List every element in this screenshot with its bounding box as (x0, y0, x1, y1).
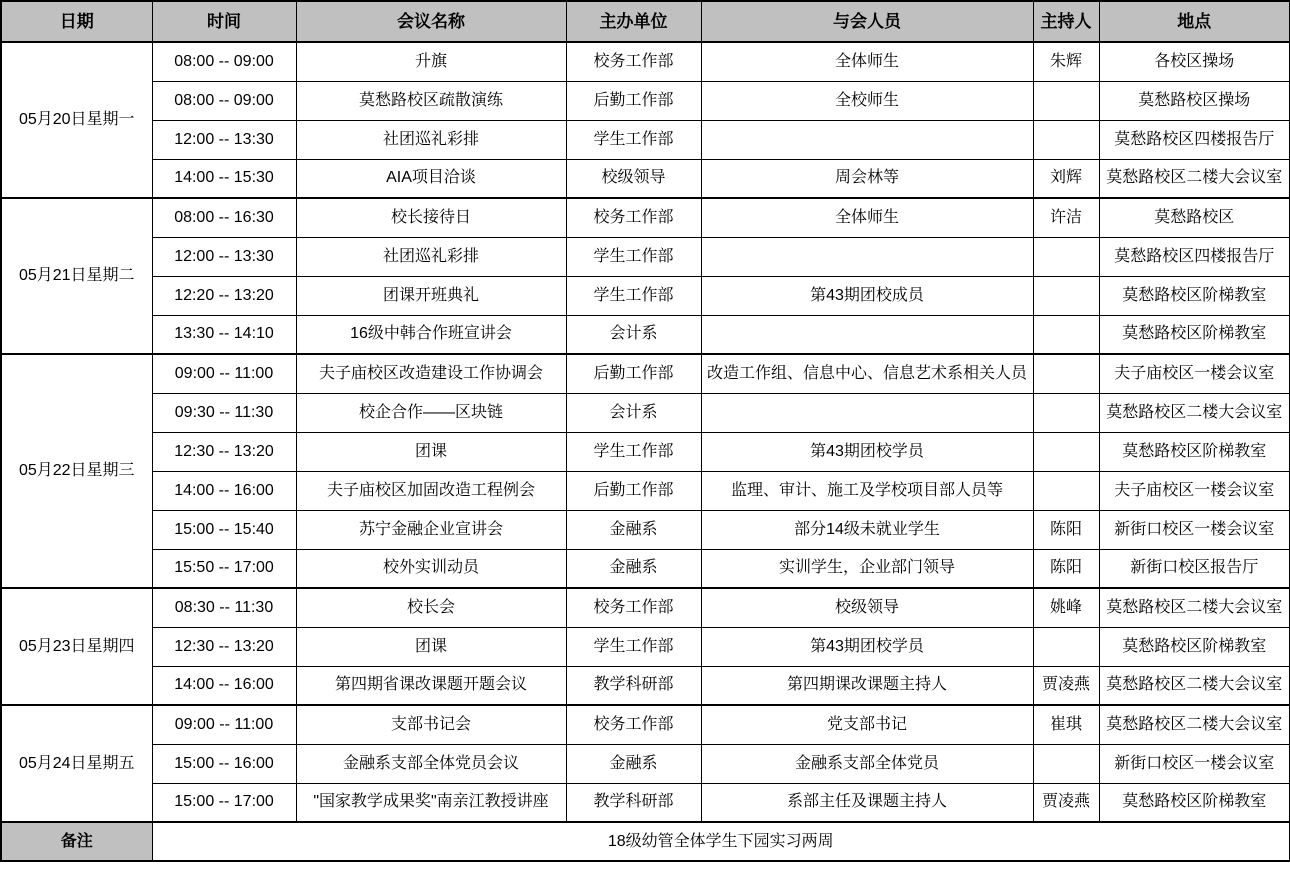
time-cell: 09:00 -- 11:00 (152, 705, 296, 744)
host-unit-cell: 后勤工作部 (566, 471, 701, 510)
attendees-cell: 第43期团校成员 (701, 276, 1033, 315)
date-cell: 05月20日星期一 (1, 42, 152, 198)
name-cell: 夫子庙校区加固改造工程例会 (296, 471, 566, 510)
schedule-row (1, 783, 1290, 822)
location-cell: 莫愁路校区四楼报告厅 (1099, 120, 1290, 159)
name-cell: 支部书记会 (296, 705, 566, 744)
attendees-cell: 校级领导 (701, 588, 1033, 627)
name-cell: 校外实训动员 (296, 549, 566, 588)
column-header-5: 主持人 (1033, 1, 1099, 42)
time-cell: 14:00 -- 16:00 (152, 666, 296, 705)
location-cell: 莫愁路校区阶梯教室 (1099, 315, 1290, 354)
location-cell: 莫愁路校区二楼大会议室 (1099, 393, 1290, 432)
schedule-row (1, 744, 1290, 783)
schedule-body (1, 42, 1290, 861)
location-cell: 夫子庙校区一楼会议室 (1099, 471, 1290, 510)
moderator-cell: 陈阳 (1033, 549, 1099, 588)
time-cell: 12:00 -- 13:30 (152, 237, 296, 276)
name-cell: 校长会 (296, 588, 566, 627)
attendees-cell: 金融系支部全体党员 (701, 744, 1033, 783)
moderator-cell: 贾凌燕 (1033, 783, 1099, 822)
attendees-cell: 实训学生，企业部门领导 (701, 549, 1033, 588)
host-unit-cell: 后勤工作部 (566, 354, 701, 393)
moderator-cell (1033, 120, 1099, 159)
moderator-cell (1033, 432, 1099, 471)
attendees-cell: 全体师生 (701, 42, 1033, 81)
name-cell: 团课开班典礼 (296, 276, 566, 315)
name-cell: "国家教学成果奖"南亲江教授讲座 (296, 783, 566, 822)
schedule-row (1, 549, 1290, 588)
time-cell: 12:20 -- 13:20 (152, 276, 296, 315)
attendees-cell: 第43期团校学员 (701, 432, 1033, 471)
attendees-cell (701, 237, 1033, 276)
location-cell: 莫愁路校区阶梯教室 (1099, 783, 1290, 822)
name-cell: 校长接待日 (296, 198, 566, 237)
moderator-cell (1033, 276, 1099, 315)
host-unit-cell: 金融系 (566, 549, 701, 588)
schedule-row (1, 237, 1290, 276)
moderator-cell: 贾凌燕 (1033, 666, 1099, 705)
column-header-4: 与会人员 (701, 1, 1033, 42)
host-unit-cell: 校务工作部 (566, 198, 701, 237)
time-cell: 15:00 -- 15:40 (152, 510, 296, 549)
host-unit-cell: 学生工作部 (566, 432, 701, 471)
host-unit-cell: 会计系 (566, 393, 701, 432)
remark-label: 备注 (1, 822, 152, 861)
moderator-cell (1033, 393, 1099, 432)
location-cell: 莫愁路校区二楼大会议室 (1099, 159, 1290, 198)
attendees-cell: 系部主任及课题主持人 (701, 783, 1033, 822)
schedule-row (1, 393, 1290, 432)
name-cell: 升旗 (296, 42, 566, 81)
schedule-row (1, 42, 1290, 81)
location-cell: 各校区操场 (1099, 42, 1290, 81)
location-cell: 莫愁路校区阶梯教室 (1099, 432, 1290, 471)
attendees-cell (701, 393, 1033, 432)
moderator-cell: 姚峰 (1033, 588, 1099, 627)
name-cell: 第四期省课改课题开题会议 (296, 666, 566, 705)
moderator-cell: 刘辉 (1033, 159, 1099, 198)
moderator-cell: 许洁 (1033, 198, 1099, 237)
location-cell: 新街口校区一楼会议室 (1099, 510, 1290, 549)
time-cell: 14:00 -- 16:00 (152, 471, 296, 510)
host-unit-cell: 教学科研部 (566, 783, 701, 822)
host-unit-cell: 会计系 (566, 315, 701, 354)
moderator-cell: 陈阳 (1033, 510, 1099, 549)
location-cell: 夫子庙校区一楼会议室 (1099, 354, 1290, 393)
schedule-row (1, 315, 1290, 354)
schedule-row (1, 120, 1290, 159)
column-header-1: 时间 (152, 1, 296, 42)
moderator-cell (1033, 315, 1099, 354)
location-cell: 莫愁路校区四楼报告厅 (1099, 237, 1290, 276)
schedule-row (1, 588, 1290, 627)
time-cell: 08:00 -- 16:30 (152, 198, 296, 237)
time-cell: 12:00 -- 13:30 (152, 120, 296, 159)
schedule-row (1, 705, 1290, 744)
time-cell: 12:30 -- 13:20 (152, 432, 296, 471)
location-cell: 新街口校区报告厅 (1099, 549, 1290, 588)
attendees-cell: 改造工作组、信息中心、信息艺术系相关人员 (701, 354, 1033, 393)
location-cell: 莫愁路校区 (1099, 198, 1290, 237)
name-cell: 16级中韩合作班宣讲会 (296, 315, 566, 354)
location-cell: 莫愁路校区二楼大会议室 (1099, 588, 1290, 627)
attendees-cell: 全校师生 (701, 81, 1033, 120)
schedule-row (1, 354, 1290, 393)
time-cell: 15:50 -- 17:00 (152, 549, 296, 588)
host-unit-cell: 学生工作部 (566, 120, 701, 159)
name-cell: 校企合作——区块链 (296, 393, 566, 432)
time-cell: 12:30 -- 13:20 (152, 627, 296, 666)
name-cell: 团课 (296, 432, 566, 471)
location-cell: 莫愁路校区操场 (1099, 81, 1290, 120)
date-cell: 05月23日星期四 (1, 588, 152, 705)
schedule-row (1, 432, 1290, 471)
date-cell: 05月22日星期三 (1, 354, 152, 588)
attendees-cell: 第四期课改课题主持人 (701, 666, 1033, 705)
moderator-cell (1033, 354, 1099, 393)
host-unit-cell: 学生工作部 (566, 627, 701, 666)
moderator-cell: 朱辉 (1033, 42, 1099, 81)
time-cell: 09:30 -- 11:30 (152, 393, 296, 432)
location-cell: 莫愁路校区二楼大会议室 (1099, 705, 1290, 744)
header-row (1, 1, 1290, 42)
host-unit-cell: 教学科研部 (566, 666, 701, 705)
date-cell: 05月24日星期五 (1, 705, 152, 822)
column-header-0: 日期 (1, 1, 152, 42)
schedule-row (1, 627, 1290, 666)
schedule-row (1, 159, 1290, 198)
location-cell: 莫愁路校区二楼大会议室 (1099, 666, 1290, 705)
name-cell: 团课 (296, 627, 566, 666)
column-header-6: 地点 (1099, 1, 1290, 42)
attendees-cell: 周会林等 (701, 159, 1033, 198)
name-cell: AIA项目洽谈 (296, 159, 566, 198)
time-cell: 15:00 -- 16:00 (152, 744, 296, 783)
host-unit-cell: 金融系 (566, 510, 701, 549)
moderator-cell (1033, 237, 1099, 276)
time-cell: 13:30 -- 14:10 (152, 315, 296, 354)
host-unit-cell: 校务工作部 (566, 42, 701, 81)
location-cell: 莫愁路校区阶梯教室 (1099, 276, 1290, 315)
name-cell: 苏宁金融企业宣讲会 (296, 510, 566, 549)
time-cell: 08:00 -- 09:00 (152, 81, 296, 120)
schedule-row (1, 276, 1290, 315)
date-cell: 05月21日星期二 (1, 198, 152, 354)
moderator-cell (1033, 81, 1099, 120)
remark-text: 18级幼管全体学生下园实习两周 (152, 822, 1290, 861)
column-header-2: 会议名称 (296, 1, 566, 42)
schedule-row (1, 81, 1290, 120)
location-cell: 新街口校区一楼会议室 (1099, 744, 1290, 783)
name-cell: 夫子庙校区改造建设工作协调会 (296, 354, 566, 393)
time-cell: 08:00 -- 09:00 (152, 42, 296, 81)
remark-row (1, 822, 1290, 861)
schedule-row (1, 666, 1290, 705)
attendees-cell (701, 120, 1033, 159)
schedule-row (1, 471, 1290, 510)
moderator-cell: 崔琪 (1033, 705, 1099, 744)
name-cell: 金融系支部全体党员会议 (296, 744, 566, 783)
host-unit-cell: 学生工作部 (566, 276, 701, 315)
attendees-cell (701, 315, 1033, 354)
schedule-row (1, 198, 1290, 237)
host-unit-cell: 校务工作部 (566, 588, 701, 627)
host-unit-cell: 金融系 (566, 744, 701, 783)
host-unit-cell: 校务工作部 (566, 705, 701, 744)
host-unit-cell: 后勤工作部 (566, 81, 701, 120)
attendees-cell: 全体师生 (701, 198, 1033, 237)
host-unit-cell: 校级领导 (566, 159, 701, 198)
attendees-cell: 监理、审计、施工及学校项目部人员等 (701, 471, 1033, 510)
attendees-cell: 党支部书记 (701, 705, 1033, 744)
name-cell: 社团巡礼彩排 (296, 237, 566, 276)
moderator-cell (1033, 744, 1099, 783)
time-cell: 15:00 -- 17:00 (152, 783, 296, 822)
attendees-cell: 部分14级未就业学生 (701, 510, 1033, 549)
name-cell: 莫愁路校区疏散演练 (296, 81, 566, 120)
time-cell: 09:00 -- 11:00 (152, 354, 296, 393)
host-unit-cell: 学生工作部 (566, 237, 701, 276)
column-header-3: 主办单位 (566, 1, 701, 42)
location-cell: 莫愁路校区阶梯教室 (1099, 627, 1290, 666)
schedule-row (1, 510, 1290, 549)
time-cell: 08:30 -- 11:30 (152, 588, 296, 627)
name-cell: 社团巡礼彩排 (296, 120, 566, 159)
moderator-cell (1033, 627, 1099, 666)
attendees-cell: 第43期团校学员 (701, 627, 1033, 666)
moderator-cell (1033, 471, 1099, 510)
time-cell: 14:00 -- 15:30 (152, 159, 296, 198)
